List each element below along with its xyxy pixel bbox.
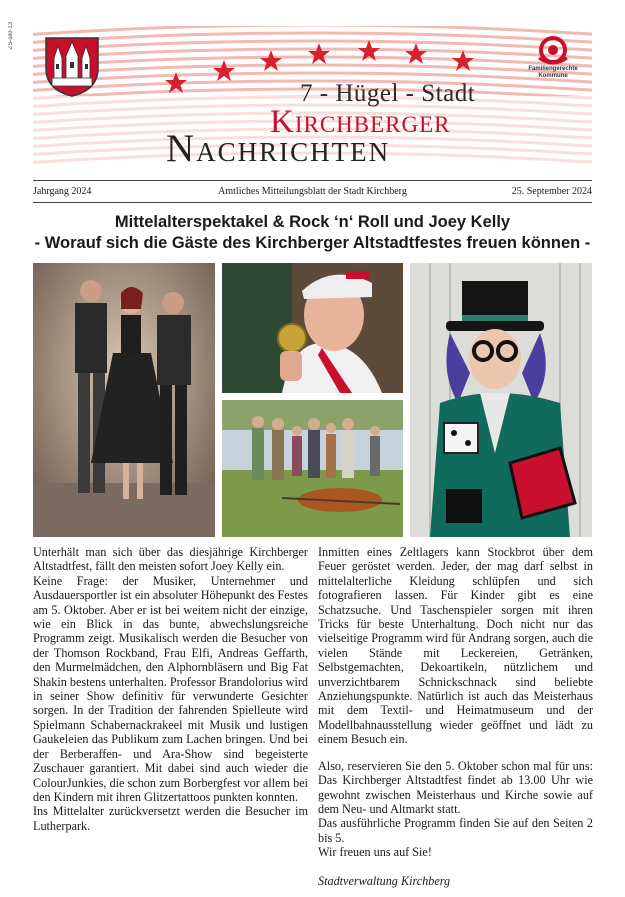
masthead: [0, 0, 625, 180]
paragraph: Ins Mittelalter zurückversetzt werden die Besucher im Lutherpark.: [33, 804, 308, 833]
tagline: 7 - Hügel - Stadt: [300, 80, 476, 107]
paragraph: Also, reservieren Sie den 5. Oktober schon mal für uns: Das Kirchberger Altstadtfest findet ab 13.00 Uhr wie gewohnt zwischen Meisterhaus und Kirche sowie auf dem Neu- und Altmarkt statt.: [318, 758, 593, 816]
issue-info-bar: [33, 180, 592, 203]
headline-line-1: Mittelalterspektakel & Rock ‘n‘ Roll und Joey Kelly: [114, 213, 511, 231]
article-right-column: [318, 545, 593, 888]
headline-line-2: - Worauf sich die Gäste des Kirchberger Altstadtfestes freuen können -: [34, 234, 591, 252]
paragraph: Das ausführliche Programm finden Sie auf den Seiten 2 bis 5.: [318, 816, 593, 845]
photo-rockband: [33, 263, 215, 537]
title-line-1: Kirchberger: [270, 104, 451, 140]
paragraph: Inmitten eines Zeltlagers kann Stockbrot über dem Feuer geröstet werden. Jeder, der mag darf selbst in mittelalterliche Kleidung schlüpfen und sich fotografieren lassen. Für Kinder gibt es eine Schatzsuche. Und Taschenspieler sorgen mit ihren Tricks für beste Unterhaltung. Doch nicht nur das vielseitige Programm wird für Andrang sorgen, auch die vielen Stände mit Leckereien, Getränken, Selbstgemachten, Dekoartikeln, nützlichem und unverzichtbarem Schnickschnack sind beliebte Anziehungspunkte. Natürlich ist auch das Meisterhaus mit dem Textil- und Heimatmuseum und der Modellbahnausstellung wieder geöffnet und lädt zu einem Besuch ein.: [318, 545, 593, 747]
paragraph: Keine Frage: der Musiker, Unternehmer und Ausdauersportler ist ein absoluter Höhepunkt des Festes am 5. Oktober. Aber er ist bei weitem nicht der einzige, wie ein Blick in das bunte, abwechslungsreiche Programm zeigt. Musikalisch werden die Besucher von der Thomson Rockband, Frau Elfi, Andreas Geffarth, den Murmelmädchen, den Alphornbläsern und Big Fat Shakin bestens unterhalten. Professor Brandolorius wird in seiner Show definitiv für verwunderte Gesichter sorgen. In der Tradition der fahrenden Spielleute wird Spielmann Schabernackrakeel mit Musik und lustigen Gaukeleien das Publikum zum Lachen bringen. Und bei der Berberaffen- und Ara-Show sind begeisterte Zuschauer garantiert. Mit dabei sind auch wieder die ColourJunkies, die schon zum Borbergfest vor allem bei den Kindern mit ihren Glitzertattoos punkten konnten.: [33, 573, 308, 804]
article-left-column: [33, 545, 308, 833]
paragraph: Unterhält man sich über das diesjährige Kirchberger Altstadtfest, fällt den meisten sofort Joey Kelly ein.: [33, 545, 308, 574]
photo-joey-kelly: [222, 263, 403, 393]
logo-caption-2: Kommune: [538, 73, 568, 79]
signature: Stadtverwaltung Kirchberg: [318, 873, 451, 888]
swirl-logo-icon: [536, 36, 570, 66]
city-crest-icon: [40, 34, 104, 98]
photo-medieval-camp: [222, 400, 403, 537]
side-code: ZS-aikl-13: [8, 22, 14, 50]
title-line-2: Nachrichten: [166, 127, 391, 170]
logo-caption-1: Familiengerechte: [528, 66, 578, 72]
photo-magician: [410, 263, 592, 537]
article-headline: [33, 212, 592, 254]
issue-date: 25. September 2024: [511, 186, 592, 197]
family-friendly-logo: [528, 36, 578, 80]
paragraph: Wir freuen uns auf Sie!: [318, 845, 432, 860]
bulletin-subtitle: Amtliches Mitteilungsblatt der Stadt Kirchberg: [218, 186, 407, 197]
volume-label: Jahrgang 2024: [33, 186, 92, 197]
